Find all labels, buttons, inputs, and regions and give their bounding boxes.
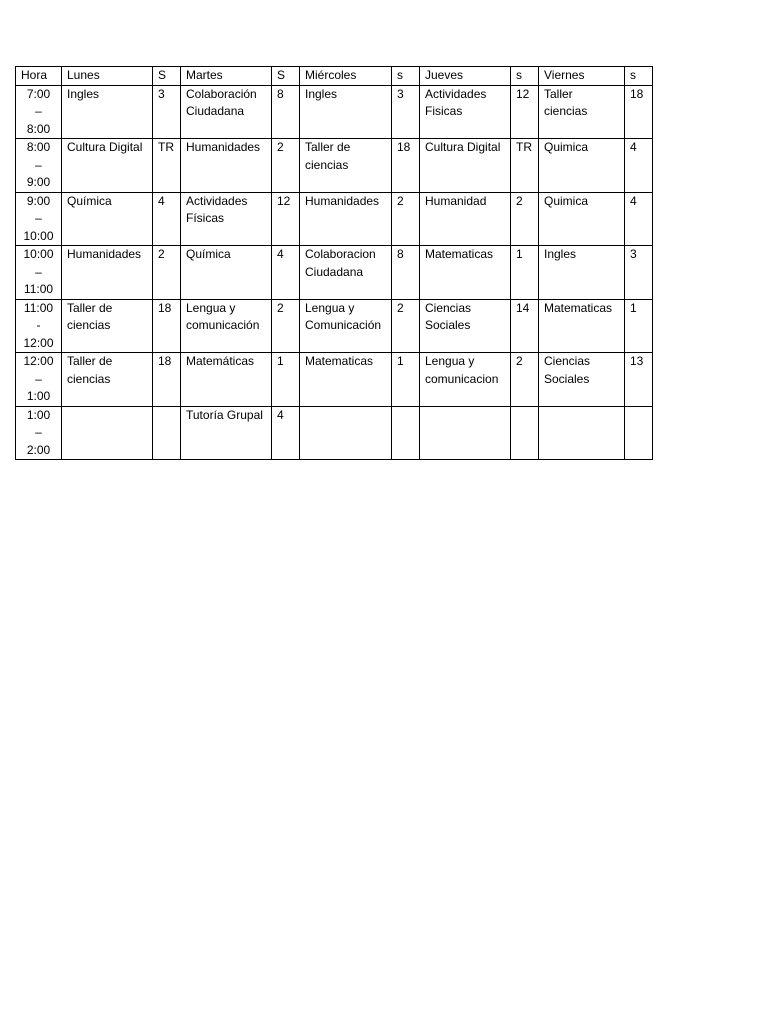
subject-cell-viernes [539,406,625,460]
hour-start: 9:00 [26,193,51,208]
subject-cell-viernes: Quimica [539,139,625,193]
table-row [16,246,653,300]
room-cell-miercoles: 3 [392,85,420,139]
subject-cell-miercoles: Ingles [300,85,392,139]
room-cell-lunes: 18 [153,299,181,353]
subject-cell-miercoles [300,406,392,460]
header-cell-martes-s: S [272,67,300,86]
hour-cell [16,406,62,460]
subject-cell-lunes: Taller de ciencias [62,299,153,353]
hour-end: 10:00 [23,228,54,243]
hour-start: 11:00 [23,300,54,315]
hour-end: 1:00 [26,389,51,403]
room-cell-jueves [511,406,539,460]
subject-cell-jueves [420,406,511,460]
subject-cell-martes: Tutoría Grupal [181,406,272,460]
hour-start: 7:00 [26,86,51,101]
subject-cell-miercoles: Colaboracion Ciudadana [300,246,392,300]
header-cell-viernes-s: s [625,67,653,86]
room-cell-miercoles: 18 [392,139,420,193]
subject-cell-lunes: Humanidades [62,246,153,300]
subject-cell-martes: Humanidades [181,139,272,193]
header-cell-jueves-s: s [511,67,539,86]
subject-cell-viernes: Matematicas [539,299,625,353]
subject-cell-lunes: Cultura Digital [62,139,153,193]
header-row [16,67,653,86]
table-row [16,192,653,246]
room-cell-lunes: 3 [153,85,181,139]
room-cell-martes: 4 [272,406,300,460]
room-cell-jueves: 2 [511,353,539,407]
table-row [16,299,653,353]
header-cell-miercoles-s: s [392,67,420,86]
hour-separator: – [35,104,42,118]
header-cell-martes: Martes [181,67,272,86]
room-cell-martes: 12 [272,192,300,246]
room-cell-lunes: 4 [153,192,181,246]
subject-cell-martes: Matemáticas [181,353,272,407]
header-cell-hora: Hora [16,67,62,86]
subject-cell-lunes: Taller de ciencias [62,353,153,407]
room-cell-jueves: 1 [511,246,539,300]
subject-cell-martes: Actividades Físicas [181,192,272,246]
hour-end: 9:00 [26,175,51,189]
room-cell-lunes [153,406,181,460]
subject-cell-lunes: Química [62,192,153,246]
hour-separator: – [35,264,42,279]
room-cell-lunes: 18 [153,353,181,407]
hour-separator: – [35,157,42,172]
hour-cell [16,299,62,353]
hour-separator: – [35,211,42,225]
subject-cell-jueves: Actividades Fisicas [420,85,511,139]
subject-cell-viernes: Taller ciencias [539,85,625,139]
room-cell-jueves: 12 [511,85,539,139]
table-row [16,85,653,139]
hour-separator: – [35,425,42,439]
subject-cell-martes: Química [181,246,272,300]
subject-cell-martes: Lengua y comunicación [181,299,272,353]
room-cell-martes: 2 [272,299,300,353]
subject-cell-jueves: Lengua y comunicacion [420,353,511,407]
hour-end: 8:00 [26,121,51,136]
room-cell-martes: 8 [272,85,300,139]
room-cell-jueves: 14 [511,299,539,353]
table-row [16,139,653,193]
hour-cell [16,85,62,139]
table-row [16,353,653,407]
header-cell-miercoles: Miércoles [300,67,392,86]
room-cell-lunes: 2 [153,246,181,300]
header-cell-jueves: Jueves [420,67,511,86]
hour-start: 10:00 [23,247,54,261]
room-cell-jueves: 2 [511,192,539,246]
subject-cell-jueves: Humanidad [420,192,511,246]
hour-cell [16,353,62,407]
room-cell-martes: 1 [272,353,300,407]
hour-end: 11:00 [23,282,54,296]
schedule-table [15,66,653,460]
subject-cell-miercoles: Matematicas [300,353,392,407]
hour-end: 12:00 [23,335,54,350]
hour-start: 1:00 [26,407,51,422]
room-cell-viernes: 4 [625,192,653,246]
hour-separator: – [35,371,42,386]
room-cell-miercoles: 8 [392,246,420,300]
hour-end: 2:00 [26,442,51,457]
subject-cell-martes: Colaboración Ciudadana [181,85,272,139]
hour-cell [16,192,62,246]
hour-cell [16,246,62,300]
subject-cell-jueves: Ciencias Sociales [420,299,511,353]
subject-cell-jueves: Cultura Digital [420,139,511,193]
room-cell-miercoles: 2 [392,299,420,353]
subject-cell-lunes [62,406,153,460]
subject-cell-miercoles: Humanidades [300,192,392,246]
room-cell-miercoles: 1 [392,353,420,407]
room-cell-viernes: 3 [625,246,653,300]
room-cell-lunes: TR [153,139,181,193]
header-cell-lunes-s: S [153,67,181,86]
hour-start: 8:00 [26,140,51,154]
room-cell-miercoles: 2 [392,192,420,246]
subject-cell-lunes: Ingles [62,85,153,139]
subject-cell-viernes: Ingles [539,246,625,300]
table-row [16,406,653,460]
subject-cell-viernes: Ciencias Sociales [539,353,625,407]
hour-start: 12:00 [23,354,54,368]
hour-separator: - [36,318,41,332]
room-cell-martes: 4 [272,246,300,300]
room-cell-viernes: 13 [625,353,653,407]
subject-cell-miercoles: Lengua y Comunicación [300,299,392,353]
header-cell-viernes: Viernes [539,67,625,86]
header-cell-lunes: Lunes [62,67,153,86]
subject-cell-viernes: Quimica [539,192,625,246]
subject-cell-miercoles: Taller de ciencias [300,139,392,193]
room-cell-martes: 2 [272,139,300,193]
room-cell-viernes: 18 [625,85,653,139]
room-cell-viernes [625,406,653,460]
room-cell-viernes: 1 [625,299,653,353]
subject-cell-jueves: Matematicas [420,246,511,300]
room-cell-jueves: TR [511,139,539,193]
hour-cell [16,139,62,193]
room-cell-viernes: 4 [625,139,653,193]
room-cell-miercoles [392,406,420,460]
